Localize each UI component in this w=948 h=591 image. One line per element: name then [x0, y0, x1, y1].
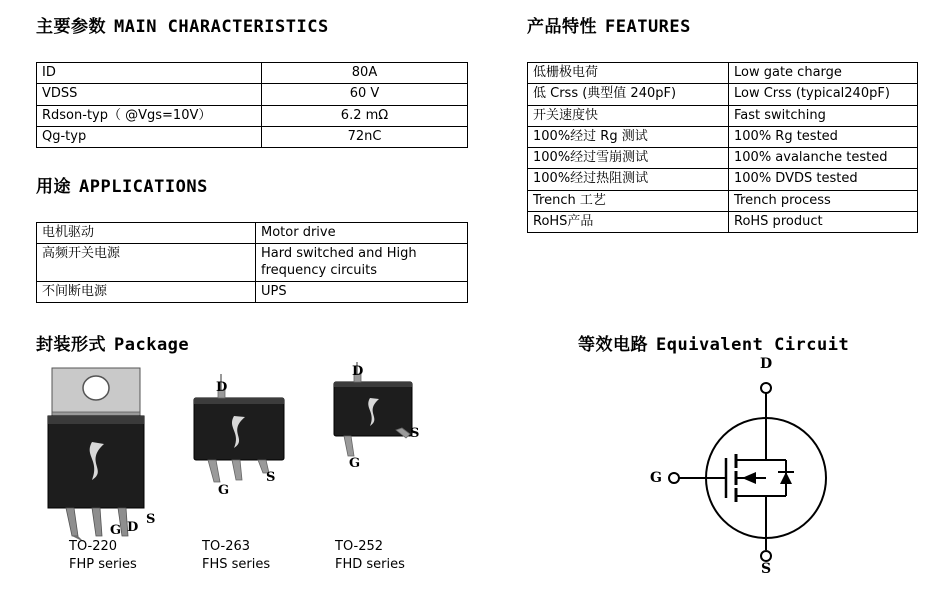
applications-title [36, 172, 208, 197]
package-name: TO-263 [202, 539, 251, 554]
package-caption-to252 [335, 538, 405, 573]
main-characteristics-title-en: MAIN CHARACTERISTICS [114, 17, 329, 37]
application-cn: 电机驱动 [37, 223, 256, 244]
param-value: 6.2 mΩ [262, 105, 468, 126]
to220-pin-d: D [127, 520, 139, 535]
applications-table [36, 222, 468, 303]
package-title [36, 330, 189, 355]
table-row [528, 211, 918, 232]
application-en: UPS [256, 281, 468, 302]
package-series: FHP series [69, 556, 137, 572]
table-row [37, 84, 468, 105]
package-name: TO-220 [69, 539, 118, 554]
equivalent-circuit-title-en: Equivalent Circuit [656, 335, 850, 355]
to252-pin-s: S [410, 426, 420, 441]
feature-en: Trench process [729, 190, 918, 211]
param-name: VDSS [37, 84, 262, 105]
param-name: ID [37, 63, 262, 84]
table-row [37, 105, 468, 126]
feature-en: 100% Rg tested [729, 126, 918, 147]
to220-pin-s: S [146, 512, 156, 527]
table-row [37, 126, 468, 147]
package-series: FHS series [202, 556, 271, 572]
to220-pin-g: G [110, 523, 122, 538]
terminal-label-gate: G [650, 470, 662, 486]
features-title [527, 12, 691, 37]
table-row [528, 84, 918, 105]
table-row [528, 190, 918, 211]
param-value: 72nC [262, 126, 468, 147]
package-title-en: Package [114, 335, 190, 355]
application-cn: 高频开关电源 [37, 244, 256, 282]
feature-cn: RoHS产品 [528, 211, 729, 232]
to220-drawing [48, 368, 144, 542]
table-row [37, 244, 468, 282]
application-en: Hard switched and High frequency circuits [256, 244, 468, 282]
terminal-label-drain: D [760, 356, 773, 372]
table-row [37, 281, 468, 302]
main-characteristics-title [36, 12, 329, 37]
to263-drawing [194, 374, 284, 482]
param-value: 60 V [262, 84, 468, 105]
param-name: Qg-typ [37, 126, 262, 147]
table-row [528, 169, 918, 190]
terminal-label-source: S [761, 561, 772, 577]
mosfet-symbol-svg [620, 370, 910, 570]
equivalent-circuit-title-cn: 等效电路 [578, 335, 648, 355]
feature-cn: 100%经过 Rg 测试 [528, 126, 729, 147]
to263-pin-s: S [266, 470, 276, 485]
feature-cn: 低栅极电荷 [528, 63, 729, 84]
table-row [37, 63, 468, 84]
main-characteristics-table [36, 62, 468, 148]
feature-cn: 100%经过热阻测试 [528, 169, 729, 190]
to263-pin-g: G [218, 483, 230, 498]
table-row [528, 148, 918, 169]
main-characteristics-title-cn: 主要参数 [36, 17, 106, 37]
feature-cn: 100%经过雪崩测试 [528, 148, 729, 169]
param-name: Rdson-typ（ @Vgs=10V） [37, 105, 262, 126]
equivalent-circuit-title [578, 330, 849, 355]
features-title-en: FEATURES [605, 17, 691, 37]
to252-drawing [334, 362, 412, 456]
feature-en: Fast switching [729, 105, 918, 126]
equivalent-circuit-diagram [620, 356, 910, 577]
feature-en: Low Crss (typical240pF) [729, 84, 918, 105]
package-illustrations [22, 360, 502, 586]
package-title-cn: 封装形式 [36, 335, 106, 355]
application-cn: 不间断电源 [37, 281, 256, 302]
features-title-cn: 产品特性 [527, 17, 597, 37]
to252-pin-g: G [349, 456, 361, 471]
package-name: TO-252 [335, 539, 384, 554]
table-row [37, 223, 468, 244]
package-caption-to220 [69, 538, 137, 573]
applications-title-en: APPLICATIONS [79, 177, 208, 197]
feature-en: 100% DVDS tested [729, 169, 918, 190]
feature-en: Low gate charge [729, 63, 918, 84]
table-row [528, 105, 918, 126]
feature-cn: 低 Crss (典型值 240pF) [528, 84, 729, 105]
to263-pin-d: D [216, 380, 228, 395]
table-row [528, 63, 918, 84]
table-row [528, 126, 918, 147]
features-table [527, 62, 918, 233]
feature-en: RoHS product [729, 211, 918, 232]
feature-en: 100% avalanche tested [729, 148, 918, 169]
feature-cn: 开关速度快 [528, 105, 729, 126]
package-series: FHD series [335, 556, 405, 572]
feature-cn: Trench 工艺 [528, 190, 729, 211]
param-value: 80A [262, 63, 468, 84]
package-caption-to263 [202, 538, 270, 573]
to252-pin-d: D [352, 364, 364, 379]
application-en: Motor drive [256, 223, 468, 244]
applications-title-cn: 用途 [36, 177, 71, 197]
